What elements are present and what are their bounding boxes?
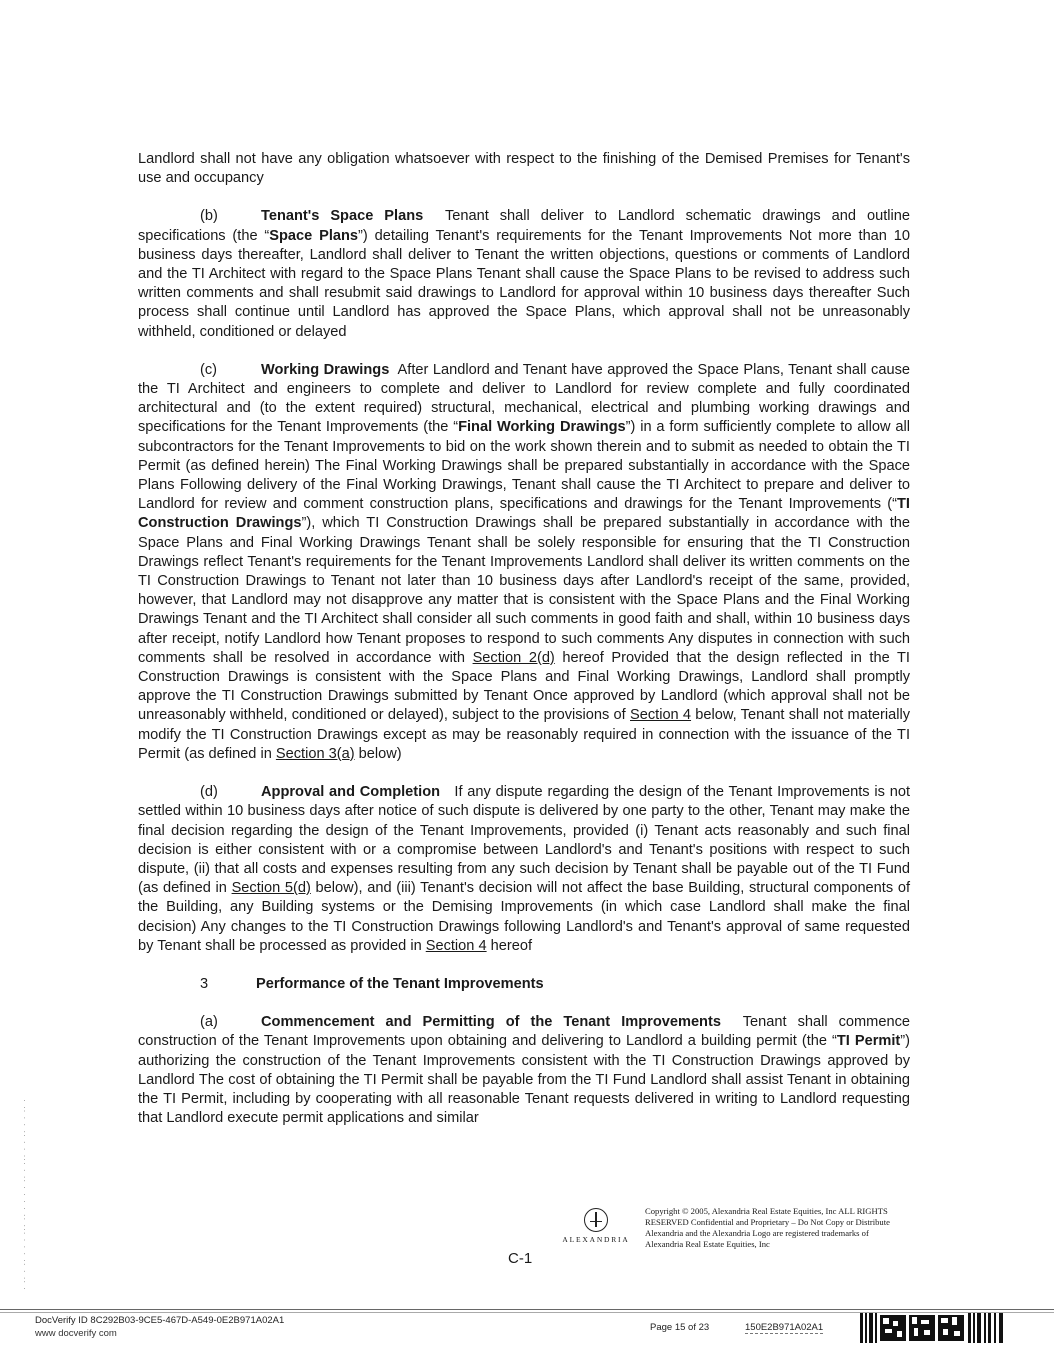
section-reference: Section 4 xyxy=(630,707,692,724)
page-number: C-1 xyxy=(508,1250,533,1267)
document-body xyxy=(138,150,910,1147)
margin-noise-icon: · ·· · ·· · · · ··· ·· · · · · ·· · ··· · · ·· · · ·· · xyxy=(20,1098,29,1290)
paragraph-intro xyxy=(138,150,910,188)
defined-term: Final Working Drawings xyxy=(458,419,626,436)
paragraph-text: hereof xyxy=(486,937,533,954)
paragraph-text: below) xyxy=(354,745,402,762)
section-title: Performance of the Tenant Improvements xyxy=(256,975,544,992)
paragraph-label: (a) xyxy=(200,1014,218,1031)
paragraph-heading: Commencement and Permitting of the Tenant Improvements xyxy=(261,1014,721,1031)
paragraph-label: (d) xyxy=(200,784,218,801)
paragraph-text: Tenant shall deliver to Landlord schematic drawings and outline specifications (the “ xyxy=(138,208,910,244)
section-reference: Section 4 xyxy=(425,937,487,954)
paragraph-text: ”), which TI Construction Drawings shall be prepared substantially in accordance with the Space Plans and Final Working Drawings Tenant shall be solely responsible for ensuring that the TI Construction Drawings reflect Tenant's requirements for the Tenant Improvements Landlord shall deliver its written comments on the TI Construction Drawings to Tenant not later than 10 business days after Landlord's receipt of the same, provided, however, that Landlord may not disapprove any matter that is consistent with the Space Plans and the Final Working Drawings Tenant and the TI Architect shall consider all such comments in good faith and shall, within 10 business days after receipt, notify Landlord how Tenant proposes to respond to such comments Any disputes in connection with such comments shall be resolved in accordance with xyxy=(138,515,910,666)
paragraph-b xyxy=(138,207,910,341)
paragraph-text: After Landlord and Tenant have approved the Space Plans, Tenant shall cause the TI Architect and engineers to complete and deliver to Landlord for review complete and fully coordinated architectural and (to the extent required) structural, mechanical, electrical and plumbing working drawings and specifications for the Tenant Improvements (the “ xyxy=(138,361,910,436)
paragraph-text: Landlord shall not have any obligation whatsoever with respect to the finishing of the Demised Premises for Tenant's use and occupancy xyxy=(138,151,910,187)
paragraph-text: ”) in a form sufficiently complete to allow all subcontractors for the Tenant Improvements to bid on the work shown therein and to submit as needed to obtain the TI Permit (as defined herein) The Final Working Drawings shall be prepared substantially in accordance with the Space Plans Following delivery of the Final Working Drawings, Tenant shall cause the TI Architect to prepare and deliver to Landlord for review and comment construction plans, specifications and drawings for the Tenant Improvements (“ xyxy=(138,419,910,513)
docverify-code: 150E2B971A02A1 xyxy=(745,1322,824,1333)
paragraph-text: below), and (iii) Tenant's decision will not affect the base Building, structural components of the Building, any Building systems or the Demising Improvements (in which case Landlord shall make the final decision) Any changes to the TI Construction Drawings following Landlord's and Tenant's approval of same requested by Tenant shall be processed as provided in xyxy=(138,880,910,954)
defined-term: TI Permit xyxy=(836,1033,901,1050)
section-reference: Section 3(a) xyxy=(275,745,355,762)
paragraph-text: Tenant shall commence construction of the Tenant Improvements upon obtaining and delivering to Landlord a building permit (the “ xyxy=(138,1014,910,1050)
paragraph-a xyxy=(138,1013,910,1128)
paragraph-label: (c) xyxy=(200,361,218,378)
alexandria-logo xyxy=(555,1208,637,1244)
section-number: 3 xyxy=(200,975,209,992)
paragraph-text: If any dispute regarding the design of the Tenant Improvements is not settled within 10 business days after notice of such dispute is delivered by one party to the other, Tenant may make the final decision regarding the design of the Tenant Improvements, provided (i) Tenant acts reasonably and such final decision is either consistent with or a compromise between Landlord's and Tenant's positions with respect to such dispute, (ii) that all costs and expenses resulting from any such decision by Tenant shall be payable out of the TI Fund (as defined in xyxy=(138,784,911,897)
alexandria-logo-icon xyxy=(584,1208,608,1232)
paragraph-text: below, Tenant shall not materially modify the TI Construction Drawings except as may be reasonably required in connection with the issuance of the TI Permit (as defined in xyxy=(138,707,910,762)
paragraph-heading: Working Drawings xyxy=(261,361,390,378)
paragraph-label: (b) xyxy=(200,208,218,225)
defined-term: TI Construction Drawings xyxy=(138,496,910,532)
docverify-page-count: Page 15 of 23 xyxy=(650,1322,710,1333)
paragraph-text: hereof Provided that the design reflected in the TI Construction Drawings is consistent with the Space Plans and Final Working Drawings, Landlord shall promptly approve the TI Construction Drawings submitted by Tenant Once approved by Landlord (which approval shall not be unreasonably withheld, conditioned or delayed), subject to the provisions of xyxy=(138,649,910,724)
scan-margin-mark xyxy=(20,830,34,1290)
paragraph-d xyxy=(138,783,910,956)
paragraph-heading: Approval and Completion xyxy=(261,784,441,801)
defined-term: Space Plans xyxy=(269,227,359,244)
footer-divider xyxy=(0,1309,1054,1310)
paragraph-heading: Tenant's Space Plans xyxy=(261,208,424,225)
paragraph-text: ”) detailing Tenant's requirements for the Tenant Improvements Not more than 10 business days thereafter, Landlord shall deliver to Tenant the written objections, questions or comments of Landlord and the TI Architect with regard to the Space Plans Tenant shall cause the Space Plans to be revised to address such written comments and shall resubmit said drawings to Landlord for approval within 10 business days thereafter Such process shall continue until Landlord has approved the Space Plans, which approval shall not be unreasonably withheld, conditioned or delayed xyxy=(138,227,910,340)
section-heading xyxy=(138,975,910,994)
logo-text: ALEXANDRIA xyxy=(562,1235,630,1244)
section-reference: Section 2(d) xyxy=(472,649,555,666)
copyright-notice: Copyright © 2005, Alexandria Real Estate Equities, Inc ALL RIGHTS RESERVED Confidential and Proprietary – Do Not Copy or Distribute Alexandria and the Alexandria Logo are registered trademarks of Alexandria Real Estate Equities, Inc xyxy=(645,1206,890,1249)
paragraph-text: ”) authorizing the construction of the Tenant Improvements consistent with the TI Construction Drawings approved by Landlord The cost of obtaining the TI Permit shall be payable from the TI Fund Landlord shall assist Tenant in obtaining the TI Permit, including by cooperating with all reasonable Tenant requests delivered in writing to Landlord requesting that Landlord execute permit applications and similar xyxy=(138,1033,910,1127)
barcode-icon xyxy=(860,1313,1006,1343)
docverify-id: DocVerify ID 8C292B03-9CE5-467D-A549-0E2B971A02A1 xyxy=(35,1315,285,1326)
paragraph-c xyxy=(138,361,910,764)
docverify-url[interactable]: www docverify com xyxy=(35,1328,117,1339)
section-reference: Section 5(d) xyxy=(231,880,311,897)
